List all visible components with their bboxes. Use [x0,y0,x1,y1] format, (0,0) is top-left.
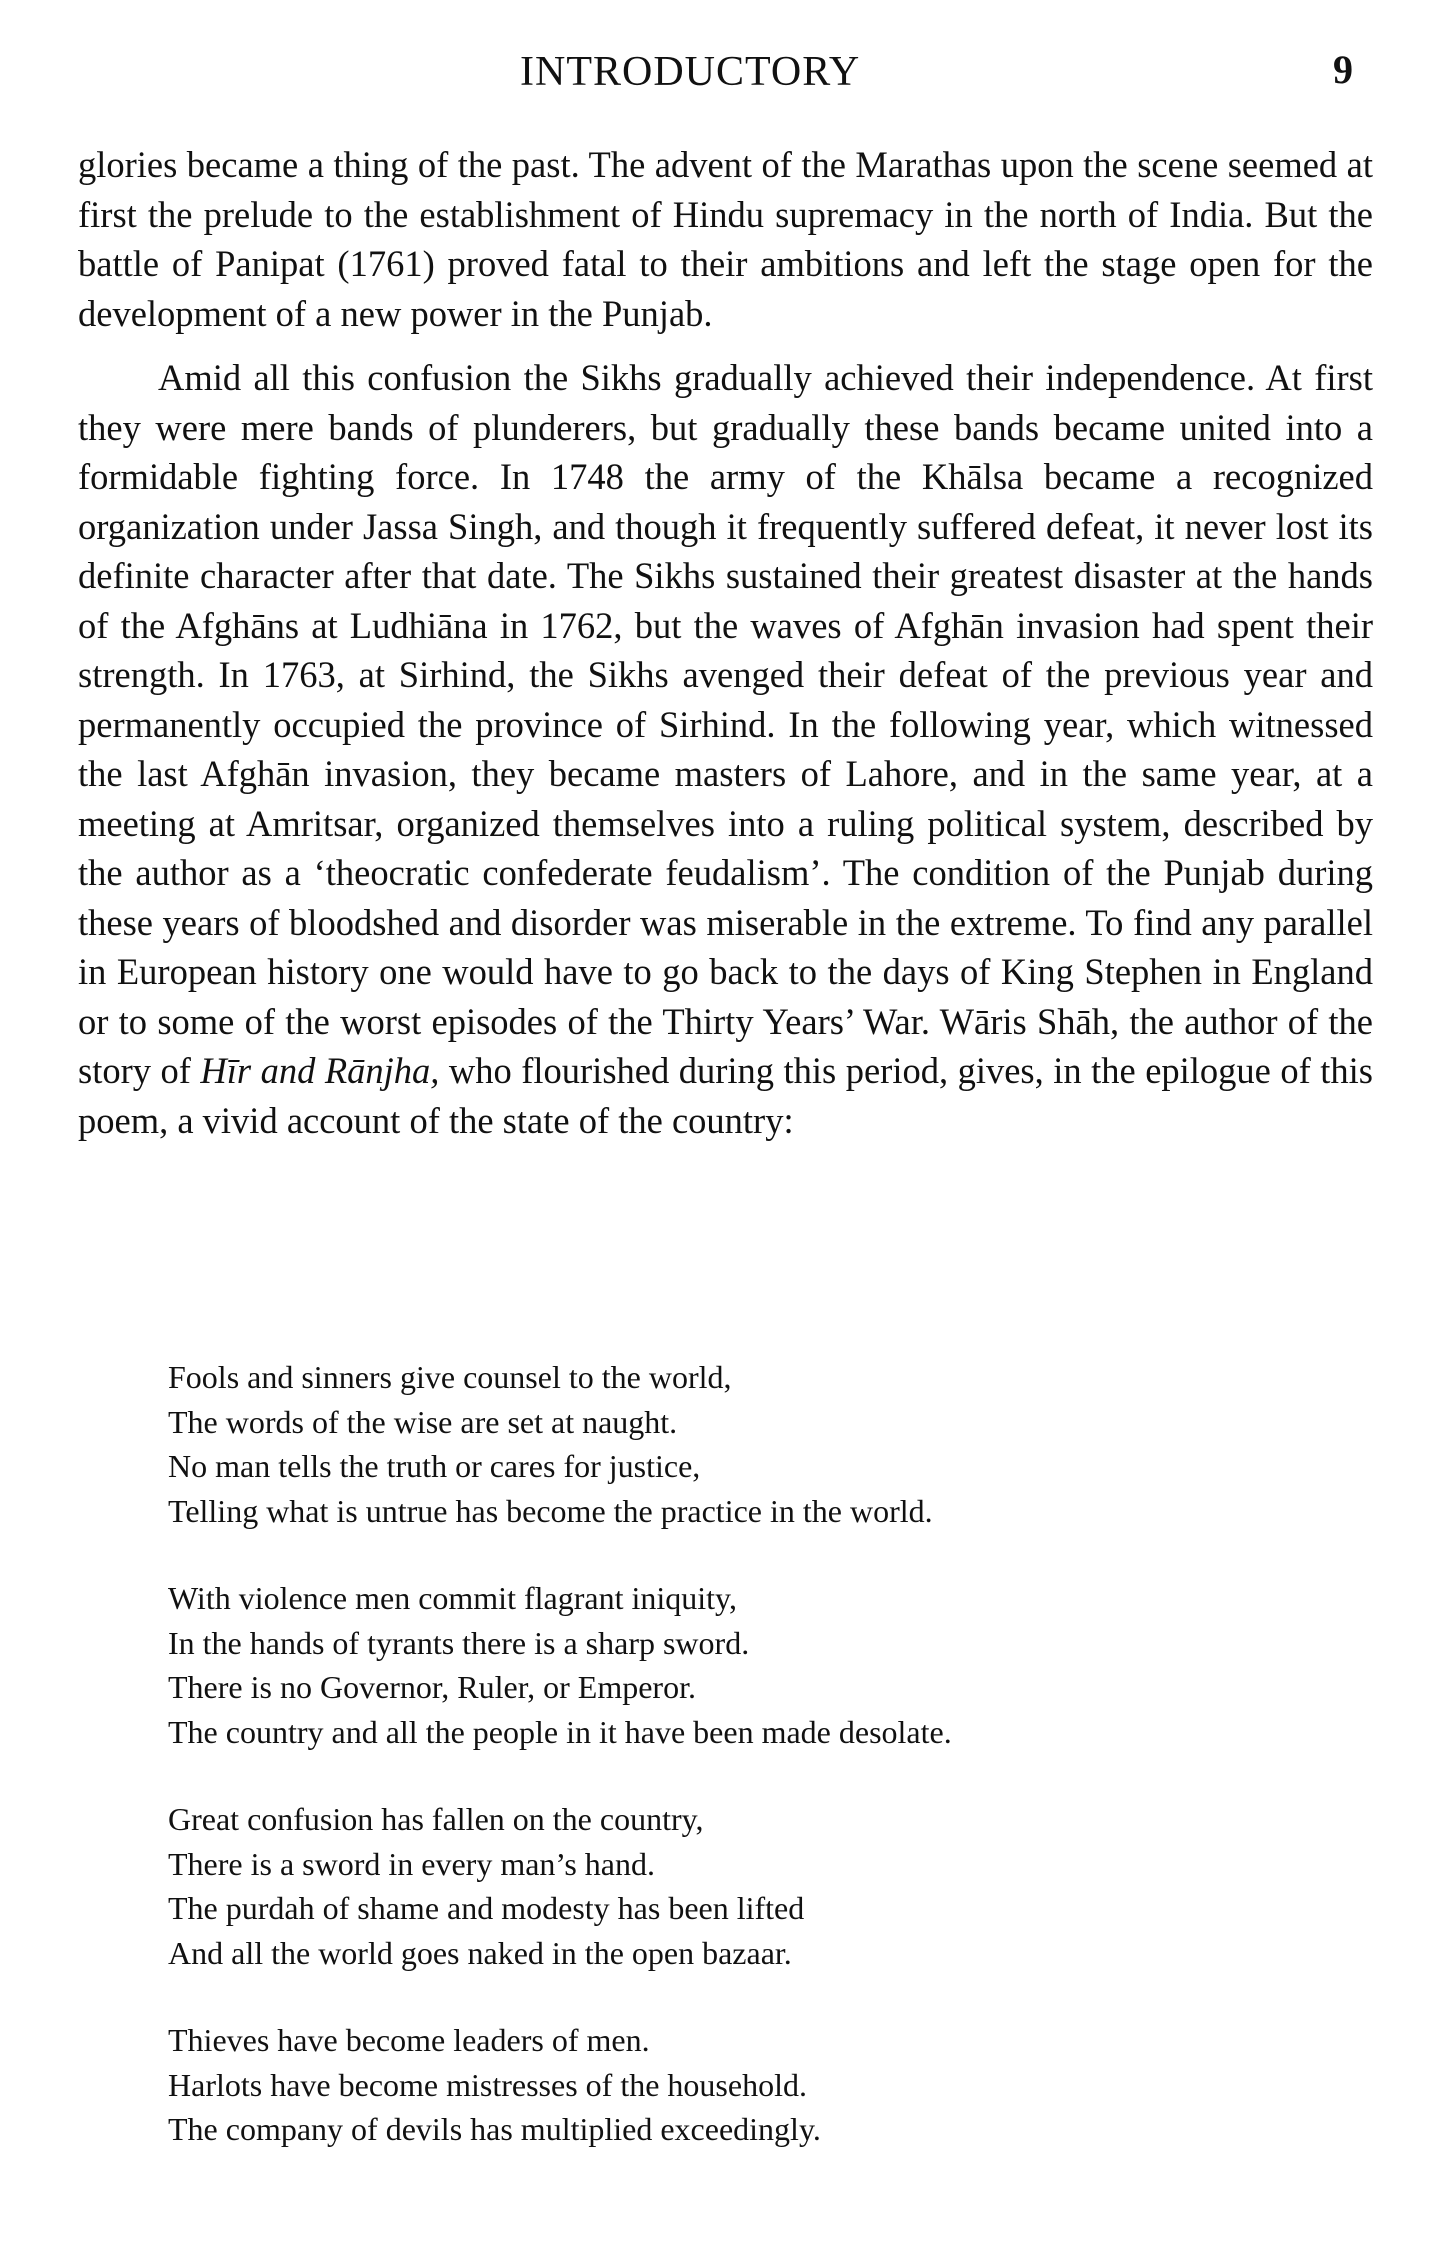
poem-line: There is no Governor, Ruler, or Emperor. [168,1669,696,1705]
poem-line: There is a sword in every man’s hand. [168,1845,655,1882]
poem-line: Harlots have become mistresses of the household. [168,2066,807,2103]
poem-line: Thieves have become leaders of men. [168,2022,650,2058]
body-text [78,140,1373,1145]
poem-line: Fools and sinners give counsel to the world, [168,1359,732,1395]
stanza-1 [168,1355,1318,1533]
poem-line: No man tells the truth or cares for justice, [168,1448,701,1484]
paragraph-2-text-a: Amid all this confusion the Sikhs gradually achieved their independence. At first they were mere bands of plunderers, but gradually these bands became united into a formidable fighting force. In 1748 the army of the Khālsa became a recognized organization under Jassa Singh, and though it frequently suffered defeat, it never lost its definite character after that date. The Sikhs sustained their greatest disaster at the hands of the Afghāns at Ludhiāna in 1762, but the waves of Afghān invasion had spent their strength. In 1763, at Sirhind, the Sikhs avenged their defeat of the previous year and permanently occupied the province of Sirhind. In the following year, which witnessed the last Afghān invasion, they became masters of Lahore, and in the same year, at a meeting at Amritsar, organized themselves into a ruling political system, described by the author as a ‘theocratic confederate feudalism’. The condition of the Punjab during these years of bloodshed and disorder was miserable in the extreme. To find any parallel in European history one would have to go back to the days of King Stephen in England or to some of the worst episodes of the Thirty Years’ War. Wāris Shāh, the author of the story of [78,357,1373,1091]
poem-line: And all the world goes naked in the open bazaar. [168,1934,792,1971]
paragraph-2 [78,353,1373,1145]
poem-line: With violence men commit flagrant iniquity, [168,1580,737,1616]
poem-line: The company of devils has multiplied exceedingly. [168,2111,821,2147]
running-head [0,48,1445,108]
work-title: Hīr and Rānjha, [200,1050,440,1091]
stanza-4 [168,2018,1318,2152]
poem-line: The purdah of shame and modesty has been lifted [168,1890,805,1926]
stanza-2 [168,1576,1318,1754]
page-number: 9 [1333,47,1353,92]
poem-line: The words of the wise are set at naught. [168,1403,678,1440]
stanza-3 [168,1797,1318,1975]
poem-line: The country and all the people in it have been made desolate. [168,1713,952,1750]
poem-quotation [168,1355,1318,2152]
poem-line: In the hands of tyrants there is a sharp sword. [168,1624,750,1661]
chapter-title: INTRODUCTORY [520,49,861,95]
paragraph-2-text-b: who flourished during this period, gives, in the epilogue of this poem, a vivid account of the state of the country: [78,1050,1373,1141]
paragraph-1: glories became a thing of the past. The advent of the Marathas upon the scene seemed at first the prelude to the establishment of Hindu supremacy in the north of India. But the battle of Panipat (1761) proved fatal to their ambitions and left the stage open for the development of a new power in the Punjab. [78,144,1373,334]
poem-line: Great confusion has fallen on the country, [168,1801,704,1837]
poem-line: Telling what is untrue has become the practice in the world. [168,1492,933,1529]
